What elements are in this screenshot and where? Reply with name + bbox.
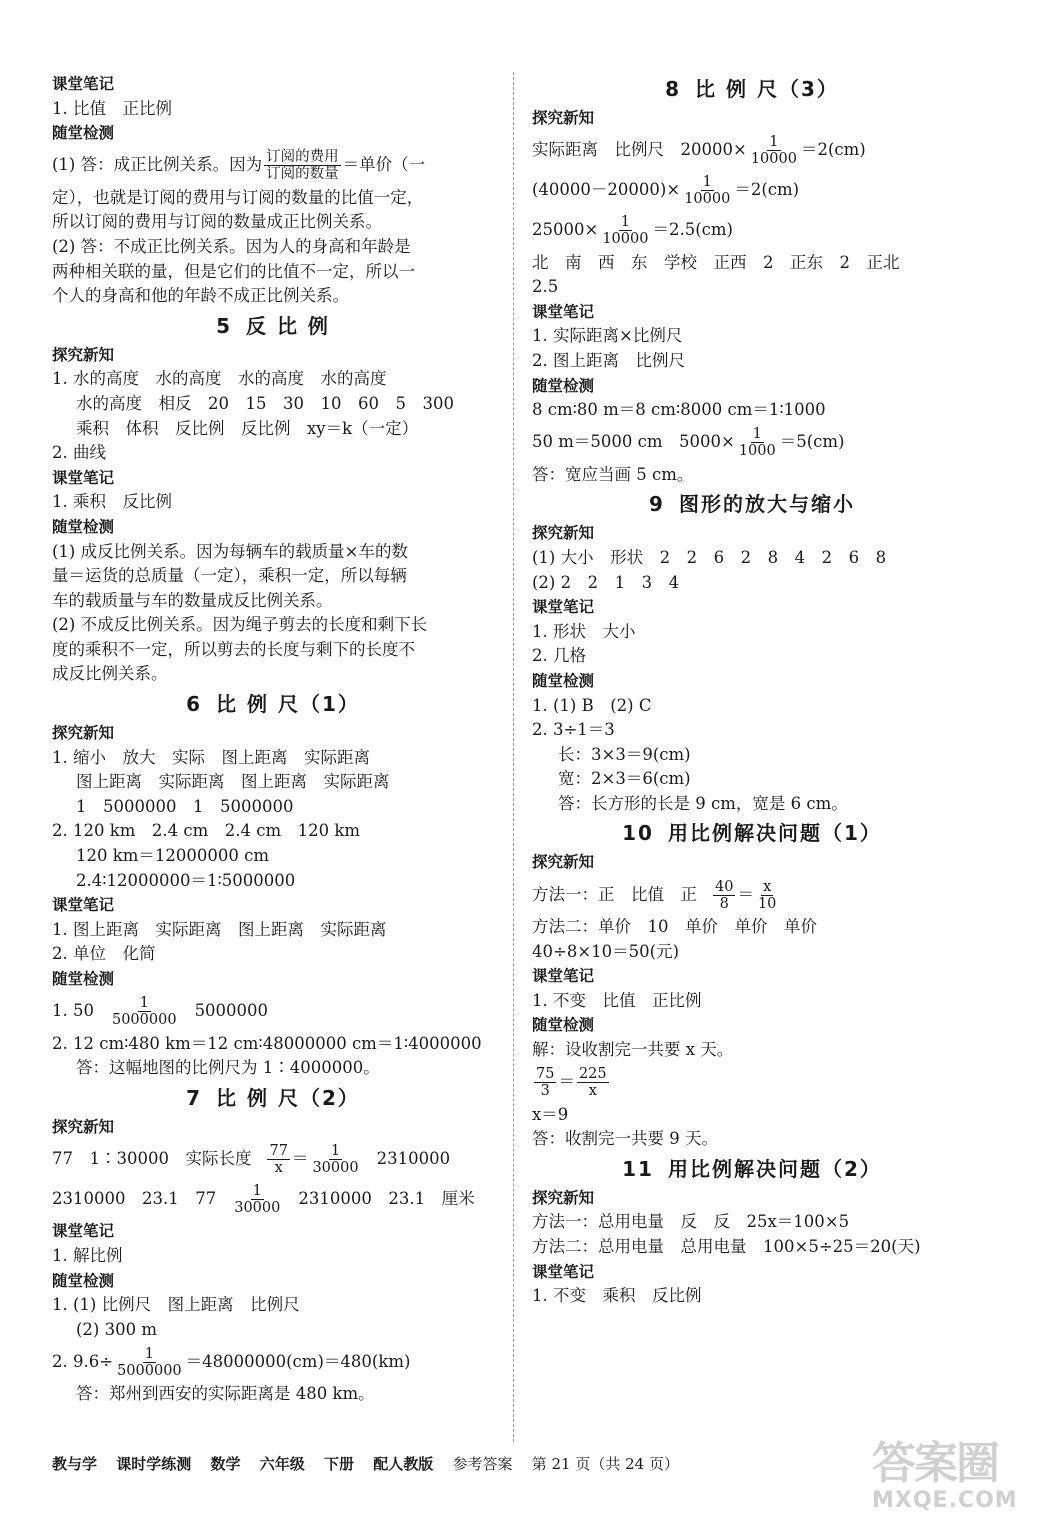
fraction: [577, 1066, 609, 1099]
denominator: 30000: [312, 1159, 359, 1176]
denominator: 10000: [684, 191, 731, 208]
section-heading-notes: 课堂笔记: [52, 1222, 115, 1241]
answer-text: 2310000 23.1 厘米: [298, 1189, 475, 1209]
denominator: 30000: [234, 1199, 281, 1216]
answer-line: 答：长方形的长是 9 cm，宽是 6 cm。: [558, 793, 848, 813]
fraction: [749, 134, 799, 167]
numerator: 1: [702, 174, 712, 191]
answer-line: (2) 2 2 1 3 4: [532, 572, 680, 592]
denominator: 10000: [602, 231, 649, 248]
fraction: [600, 214, 650, 247]
answer-text: ＝2.5(cm): [652, 220, 733, 240]
denominator: x: [274, 1159, 283, 1176]
answer-line: 长：3×3＝9(cm): [558, 744, 691, 764]
answer-line: [52, 146, 494, 186]
answer-text: 2310000: [376, 1149, 451, 1169]
denominator: 5000000: [117, 1362, 182, 1379]
footer-brand: 教与学: [52, 1455, 98, 1473]
denominator: 订阅的数量: [266, 166, 339, 183]
answer-line: (1) 大小 形状 2 2 6 2 8 4 2 6 8: [532, 547, 887, 567]
answer-line: 方法二：总用电量 总用电量 100×5÷25＝20(天): [532, 1237, 921, 1256]
fraction: [115, 1346, 184, 1379]
lesson-name: 用比例解决问题（2）: [667, 1156, 882, 1181]
answer-line: 8 cm∶80 m＝8 cm∶8000 cm＝1∶1000: [532, 400, 826, 420]
section-heading-check: 随堂检测: [52, 517, 115, 536]
answer-line: 2. 单位 化简: [52, 944, 156, 964]
section-heading-explore: 探究新知: [532, 853, 595, 872]
answer-line: [52, 1342, 494, 1382]
page-number: 第 21 页（共 24 页）: [531, 1455, 679, 1473]
answer-line: [52, 992, 494, 1032]
answer-line: 答：宽应当画 5 cm。: [532, 464, 694, 484]
numerator: 1: [330, 1142, 341, 1159]
section-heading-notes: 课堂笔记: [532, 967, 595, 986]
answer-line: 所以订阅的费用与订阅的数量成正比例关系。: [52, 212, 382, 232]
answer-line: [52, 1139, 494, 1179]
numerator: 订阅的费用: [266, 149, 339, 166]
lesson-number: 6: [186, 692, 203, 717]
numerator: 1: [144, 1345, 154, 1362]
answer-line: 图上距离 实际距离 图上距离 实际距离: [76, 772, 390, 792]
lesson-number: 5: [216, 313, 232, 338]
answer-line: 2. 3÷1＝3: [532, 720, 615, 740]
answer-line: 乘积 体积 反比例 反比例 xy＝k（一定）: [76, 418, 419, 438]
answer-line: 度的乘积不一定，所以剪去的长度与剩下的长度不: [52, 639, 415, 659]
answer-line: 1. 不变 乘积 反比例: [532, 1286, 702, 1306]
equals: ＝: [291, 1149, 309, 1169]
watermark-url: MXQE.COM: [872, 1488, 1018, 1513]
section-heading-explore: 探究新知: [52, 724, 115, 743]
lesson-name: 比 例 尺（1）: [216, 692, 360, 717]
answer-line: 2.4∶12000000＝1∶5000000: [76, 870, 296, 890]
answer-line: 1. 乘积 反比例: [52, 492, 172, 512]
answer-line: x＝9: [532, 1104, 569, 1124]
lesson-name: 图形的放大与缩小: [678, 492, 855, 517]
fraction: [267, 1143, 289, 1176]
denominator: x: [588, 1083, 597, 1100]
equals: ＝: [737, 884, 754, 904]
answer-line: 答：收割完一共要 9 天。: [532, 1129, 718, 1149]
section-heading-check: 随堂检测: [52, 124, 115, 143]
footer-subject: 数学: [210, 1455, 241, 1473]
lesson-title-6: [52, 687, 494, 721]
answer-text: ＝48000000(cm)＝480(km): [185, 1352, 411, 1372]
answer-line: 方法一：总用电量 反 反 25x＝100×5: [532, 1212, 850, 1232]
answer-line: 车的载质量与车的数量成反比例关系。: [52, 590, 333, 610]
section-heading-check: 随堂检测: [532, 671, 595, 690]
answer-line: (2) 不成反比例关系。因为绳子剪去的长度和剩下长: [52, 615, 428, 635]
section-heading-explore: 探究新知: [532, 1188, 595, 1207]
section-heading-notes: 课堂笔记: [52, 896, 115, 915]
lesson-number: 7: [186, 1085, 203, 1110]
fraction: [756, 879, 778, 912]
fraction: [682, 174, 732, 207]
answer-line: 2. 图上距离 比例尺: [532, 350, 685, 370]
numerator: 1: [620, 214, 631, 231]
section-heading-explore: 探究新知: [532, 524, 595, 543]
answer-line: [532, 1063, 972, 1103]
answer-line: 1. 不变 比值 正比例: [532, 990, 702, 1010]
answer-line: 北 南 西 东 学校 正西 2 正东 2 正北: [532, 252, 900, 272]
lesson-name: 反 比 例: [245, 313, 330, 338]
footer-edition: 配人教版: [373, 1455, 434, 1473]
answer-text: (40000－20000)×: [532, 180, 681, 200]
section-heading-explore: 探究新知: [52, 1117, 115, 1136]
answer-line: 1. (1) B (2) C: [532, 695, 652, 715]
denominator: 10000: [750, 151, 797, 168]
answer-line: [532, 423, 972, 463]
section-heading-notes: 课堂笔记: [52, 468, 115, 487]
footer-series: 课时学练测: [116, 1455, 192, 1473]
answer-text: 2310000 23.1 77: [52, 1189, 217, 1209]
answer-text: 1. 50: [52, 1001, 94, 1021]
answer-text: ＝单价（一: [342, 155, 426, 175]
numerator: 1: [752, 426, 762, 443]
lesson-name: 比 例 尺（3）: [695, 77, 839, 101]
numerator: 75: [536, 1066, 555, 1083]
answer-line: 个人的身高和他的年龄不成正比例关系。: [52, 286, 349, 306]
page-footer: [52, 1453, 972, 1474]
section-heading-check: 随堂检测: [52, 1271, 115, 1290]
answer-line: 1. 水的高度 水的高度 水的高度 水的高度: [52, 369, 387, 389]
answer-line: 1. 缩小 放大 实际 图上距离 实际距离: [52, 747, 370, 767]
answer-text: ＝5(cm): [779, 432, 845, 452]
fraction: [534, 1066, 556, 1099]
answer-text: ＝2(cm): [734, 180, 800, 200]
denominator: 3: [540, 1083, 550, 1100]
lesson-title-10: [532, 816, 972, 850]
footer-answers-label: 参考答案: [452, 1455, 513, 1473]
footer-volume: 下册: [324, 1455, 355, 1473]
numerator: 40: [715, 878, 734, 895]
section-heading-notes: 课堂笔记: [532, 302, 595, 321]
section-heading-check: 随堂检测: [532, 376, 595, 395]
watermark-text: 答案圈: [872, 1438, 998, 1489]
fraction: [110, 995, 179, 1028]
lesson-name: 比 例 尺（2）: [216, 1085, 360, 1110]
numerator: 1: [139, 995, 149, 1012]
footer-grade: 六年级: [259, 1455, 305, 1473]
answer-line: [532, 131, 972, 171]
answer-line: 答：郑州到西安的实际距离是 480 km。: [76, 1384, 375, 1404]
answer-text: ＝2(cm): [800, 140, 866, 160]
lesson-number: 10: [622, 821, 654, 846]
answer-line: 两种相关联的量，但是它们的比值不一定，所以一: [52, 261, 415, 281]
numerator: 77: [269, 1142, 288, 1159]
lesson-title-11: [532, 1152, 972, 1186]
answer-line: 解：设收割完一共要 x 天。: [532, 1040, 734, 1060]
answer-text: 77 1∶30000 实际长度: [52, 1149, 252, 1169]
answer-line: 1. 图上距离 实际距离 图上距离 实际距离: [52, 919, 387, 939]
answer-line: [532, 875, 972, 915]
answer-line: [532, 171, 972, 211]
watermark-logo: [872, 1440, 1022, 1520]
answer-text: 实际距离 比例尺 20000×: [532, 140, 747, 160]
answer-line: 2. 几格: [532, 646, 586, 666]
denominator: 5000000: [111, 1012, 177, 1029]
answer-line: 2. 120 km 2.4 cm 2.4 cm 120 km: [52, 821, 360, 841]
equals: ＝: [558, 1072, 575, 1092]
numerator: 225: [578, 1066, 607, 1083]
answer-text: 2. 9.6÷: [52, 1352, 114, 1372]
answer-line: (1) 成反比例关系。因为每辆车的载质量×车的数: [52, 541, 408, 561]
numerator: 1: [252, 1182, 262, 1199]
column-divider: [513, 72, 514, 1442]
fraction: [737, 426, 778, 459]
answer-line: 40÷8×10＝50(元): [532, 941, 680, 961]
denominator: 10: [757, 895, 777, 912]
numerator: 1: [769, 134, 779, 151]
answer-line: 量＝运货的总质量（一定），乘积一定，所以每辆: [52, 566, 407, 586]
lesson-title-8: [532, 72, 972, 106]
numerator: x: [763, 878, 772, 895]
answer-line: [532, 211, 972, 251]
fraction: [310, 1143, 360, 1176]
answer-line: 1. 解比例: [52, 1245, 123, 1265]
lesson-title-9: [532, 487, 972, 521]
section-heading-explore: 探究新知: [532, 109, 595, 127]
section-heading-check: 随堂检测: [532, 1016, 595, 1035]
answer-text: 50 m＝5000 cm 5000×: [532, 432, 735, 452]
right-column: [532, 72, 972, 1309]
answer-line: 120 km＝12000000 cm: [76, 846, 269, 866]
answer-line: 2. 曲线: [52, 443, 106, 463]
lesson-number: 11: [622, 1156, 654, 1181]
denominator: 1000: [738, 443, 776, 460]
answer-line: 1 5000000 1 5000000: [76, 796, 294, 816]
answer-line: (2) 300 m: [76, 1319, 158, 1339]
answer-line: 1. 比值 正比例: [52, 98, 172, 118]
section-heading-check: 随堂检测: [52, 970, 115, 988]
answer-line: (2) 答：不成正比例关系。因为人的身高和年龄是: [52, 236, 411, 256]
answer-line: 1. 实际距离×比例尺: [532, 326, 683, 346]
lesson-number: 9: [649, 492, 665, 517]
fraction: [232, 1183, 282, 1216]
answer-line: 成反比例关系。: [52, 664, 168, 684]
lesson-number: 8: [665, 77, 682, 101]
answer-line: [52, 1179, 494, 1219]
answer-text: 25000×: [532, 220, 599, 240]
answer-line: 答：这幅地图的比例尺为 1∶4000000。: [76, 1058, 380, 1078]
lesson-name: 用比例解决问题（1）: [667, 821, 882, 846]
answer-line: 1. (1) 比例尺 图上距离 比例尺: [52, 1295, 300, 1315]
answer-line: 2. 12 cm∶480 km＝12 cm∶48000000 cm＝1∶4000000: [52, 1033, 482, 1053]
section-heading-notes: 课堂笔记: [532, 598, 595, 617]
answer-line: 定），也就是订阅的费用与订阅的数量的比值一定，: [52, 187, 424, 207]
section-heading-notes: 课堂笔记: [52, 75, 115, 93]
answer-line: 2.5: [532, 277, 559, 297]
answer-line: 水的高度 相反 20 15 30 10 60 5 300: [76, 393, 454, 413]
fraction: [713, 879, 735, 912]
section-heading-notes: 课堂笔记: [532, 1262, 595, 1281]
denominator: 8: [719, 895, 729, 912]
answer-line: 1. 形状 大小: [532, 621, 636, 641]
section-heading-explore: 探究新知: [52, 345, 115, 364]
lesson-title-7: [52, 1081, 494, 1115]
answer-text: 5000000: [194, 1001, 269, 1021]
lesson-title-5: [52, 309, 494, 343]
fraction: [264, 149, 341, 182]
answer-line: 方法二：单价 10 单价 单价 单价: [532, 917, 817, 937]
answer-text: 方法一：正 比值 正: [532, 884, 697, 904]
answer-text: (1) 答：成正比例关系。因为: [52, 155, 263, 175]
answer-line: 宽：2×3＝6(cm): [558, 769, 691, 789]
left-column: [52, 72, 494, 1407]
